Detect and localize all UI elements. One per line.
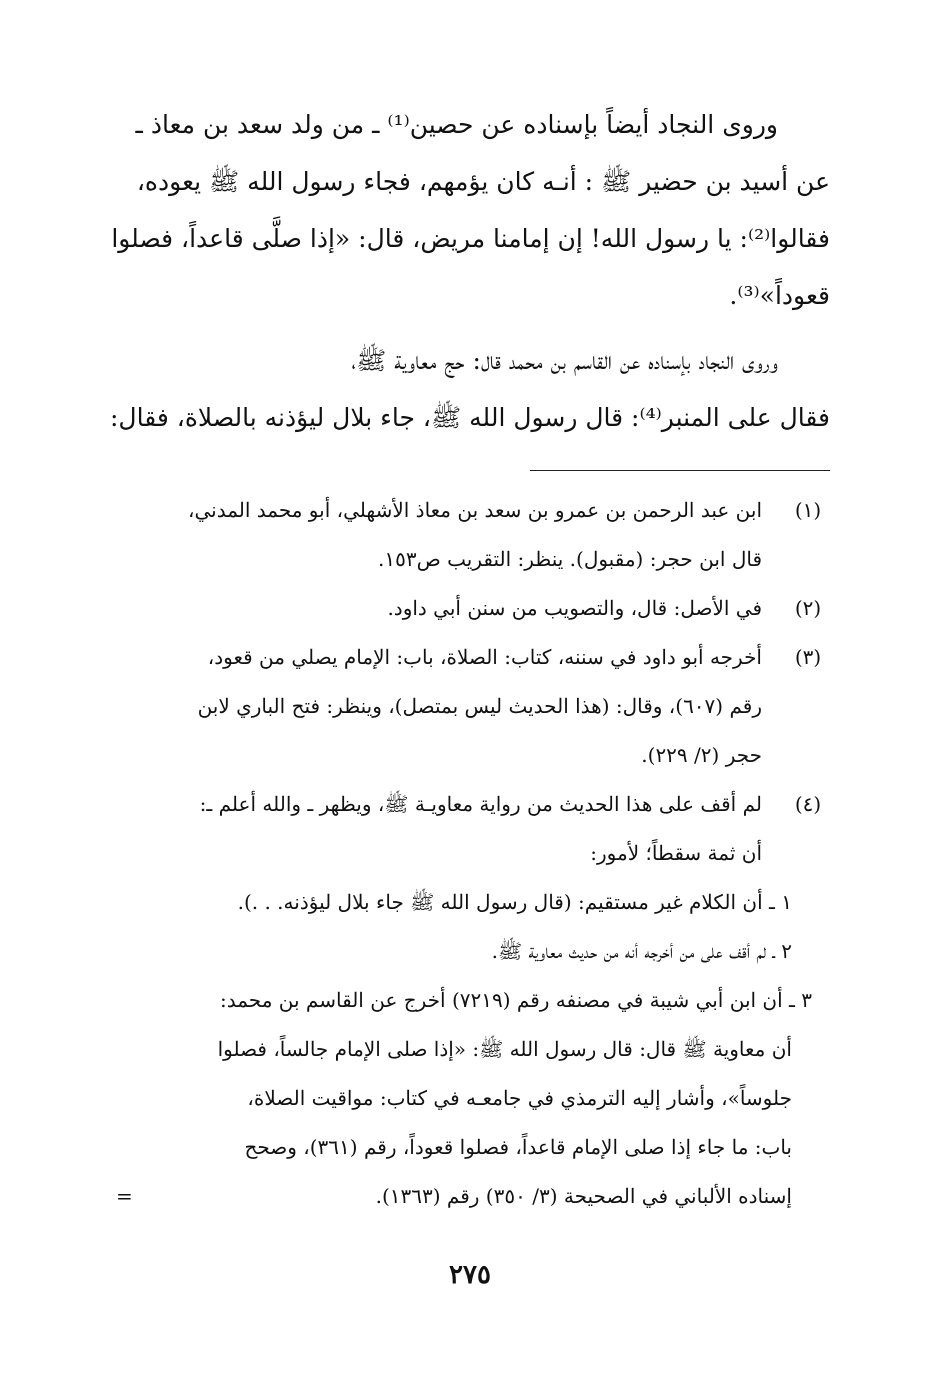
footnote-3: [106, 633, 832, 780]
footnote-2: [106, 584, 832, 633]
list-item: ١ ـ أن الكلام غير مستقيم: (قال رسول الله ﷺ جاء بلال ليؤذنه. . .).: [237, 890, 792, 914]
list-item-line: باب: ما جاء إذا صلى الإمام قاعداً، فصلوا قعوداً، رقم (٣٦١)، وصحح: [244, 1135, 792, 1159]
footnote-separator: [530, 470, 830, 471]
footnote-line: أخرجه أبو داود في سننه، كتاب: الصلاة، باب: الإمام يصلي من قعود،: [207, 645, 762, 669]
main-text: [108, 96, 830, 454]
list-item-line: أن معاوية ﷺ قال: قال رسول الله ﷺ: «إذا صلى الإمام جالساً، فصلوا: [217, 1037, 792, 1061]
page-number: ٢٧٥: [449, 1260, 491, 1290]
paragraph-line: وروى النجاد أيضاً بإسناده عن حصين⁽¹⁾ ـ من ولد سعد بن معاذ ـ: [135, 110, 778, 139]
list-item-line: جلوساً»، وأشار إليه الترمذي في جامعـه في كتاب: مواقيت الصلاة،: [247, 1086, 792, 1110]
list-item: ٢ ـ لم أقف على من أخرجه أنه من حديث معاوية ﷺ.: [491, 939, 792, 963]
paragraph-line: وروى النجاد بإسناده عن القاسم بن محمد قال: حج معاوية ﷺ،: [351, 346, 778, 375]
footnote-line: ابن عبد الرحمن بن عمرو بن سعد بن معاذ الأشهلي، أبو محمد المدني،: [188, 498, 762, 522]
paragraph-line: عن أسيد بن حضير ﷺ : أنـه كان يؤمهم، فجاء رسول الله ﷺ يعوده،: [136, 167, 830, 196]
list-item-line: إسناده الألباني في الصحيحة (٣/ ٣٥٠) رقم (١٣٦٣).: [375, 1184, 792, 1208]
footnote-line: أن ثمة سقطاً؛ لأمور:: [590, 841, 762, 865]
paragraph-line: فقال على المنبر⁽⁴⁾: قال رسول الله ﷺ، جاء بلال ليؤذنه بالصلاة، فقال:: [110, 403, 830, 432]
footnote-line: حجر (٢/ ٢٢٩).: [641, 743, 762, 767]
footnote-number: (٣): [794, 645, 822, 669]
footnotes: [106, 486, 832, 1221]
footnote-number: (٤): [794, 792, 822, 816]
footnote-1: [106, 486, 832, 584]
footnote-line: لم أقف على هذا الحديث من رواية معاويـة ﷺ، ويظهر ـ والله أعلم ـ:: [199, 792, 762, 816]
paragraph-line: فقالوا⁽²⁾: يا رسول الله! إن إمامنا مريض، قال: «إذا صلَّى قاعداً، فصلوا: [111, 224, 830, 253]
footnote-number: (١): [794, 498, 822, 522]
list-item: ٣ ـ أن ابن أبي شيبة في مصنفه رقم (٧٢١٩) أخرج عن القاسم بن محمد:: [220, 988, 812, 1012]
footnote-line: رقم (٦٠٧)، وقال: (هذا الحديث ليس بمتصل)، وينظر: فتح الباري لابن: [197, 694, 762, 718]
footnote-4: [106, 780, 832, 878]
footnote-number: (٢): [794, 596, 822, 620]
continuation-mark: =: [116, 1184, 133, 1208]
paragraph-2: [108, 332, 830, 446]
footnote-line: قال ابن حجر: (مقبول). ينظر: التقريب ص١٥٣.: [377, 547, 762, 571]
footnote-line: في الأصل: قال، والتصويب من سنن أبي داود.: [387, 596, 762, 620]
footnote-4-items: [106, 878, 832, 1221]
paragraph-1: [108, 96, 830, 324]
paragraph-line: قعوداً»⁽³⁾.: [729, 281, 830, 310]
